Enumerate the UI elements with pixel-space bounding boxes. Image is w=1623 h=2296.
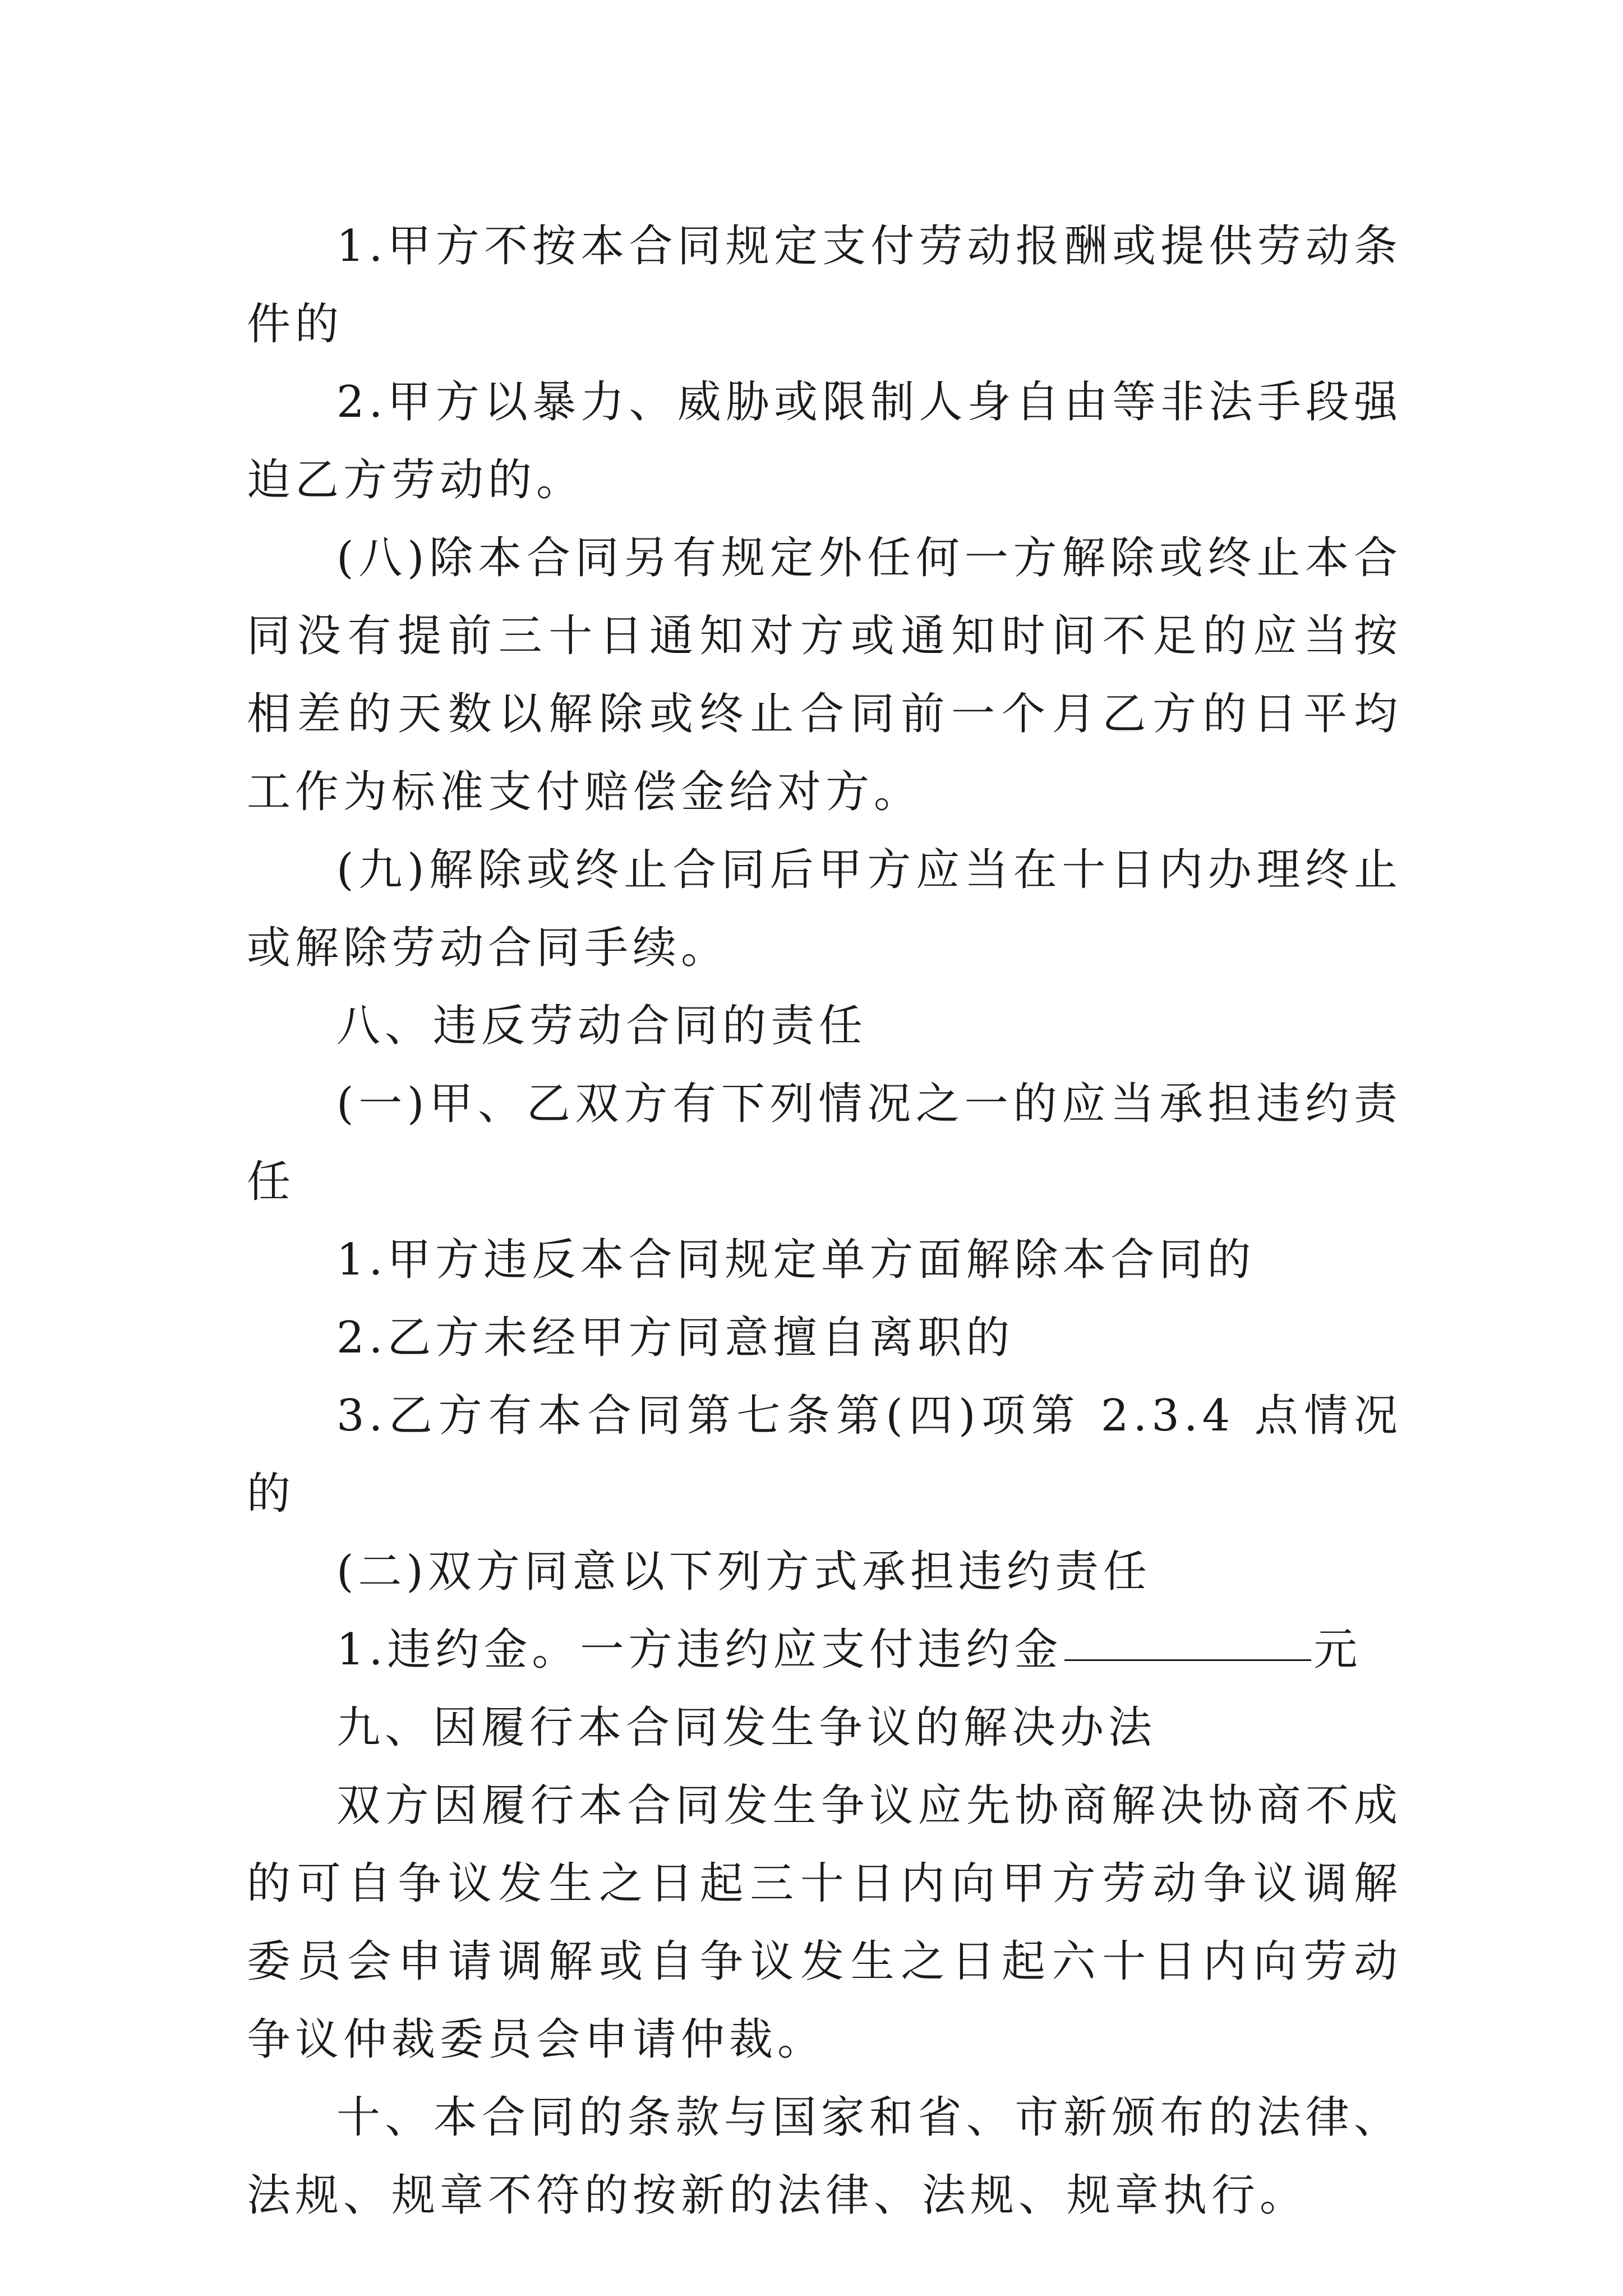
paragraph-liability-cases: (一)甲、乙双方有下列情况之一的应当承担违约责任 bbox=[247, 1079, 1402, 1207]
heading-dispute-resolution: 九、因履行本合同发生争议的解决办法 bbox=[336, 1703, 1157, 1753]
heading-breach-liability: 八、违反劳动合同的责任 bbox=[336, 1001, 868, 1051]
paragraph-section-9-procedures: (九)解除或终止合同后甲方应当在十日内办理终止或解除劳动合同手续。 bbox=[247, 845, 1402, 973]
paragraph-liability-3: 3.乙方有本合同第七条第(四)项第 2.3.4 点情况的 bbox=[247, 1391, 1402, 1519]
paragraph-liability-methods: (二)双方同意以下列方式承担违约责任 bbox=[336, 1547, 1151, 1597]
penalty-unit: 元 bbox=[1313, 1625, 1362, 1675]
paragraph-liability-1: 1.甲方违反本合同规定单方面解除本合同的 bbox=[336, 1235, 1256, 1285]
paragraph-clause-2: 2.甲方以暴力、威胁或限制人身自由等非法手段强迫乙方劳动的。 bbox=[247, 377, 1402, 505]
document-body bbox=[247, 208, 1402, 2235]
paragraph-clause-1: 1.甲方不按本合同规定支付劳动报酬或提供劳动条件的 bbox=[247, 221, 1402, 349]
paragraph-liability-2: 2.乙方未经甲方同意擅自离职的 bbox=[336, 1313, 1015, 1363]
paragraph-law-precedence: 十、本合同的条款与国家和省、市新颁布的法律、法规、规章不符的按新的法律、法规、规章执行。 bbox=[247, 2092, 1402, 2221]
paragraph-penalty bbox=[247, 1611, 1402, 1689]
paragraph-section-8-notice: (八)除本合同另有规定外任何一方解除或终止本合同没有提前三十日通知对方或通知时间不足的应当按相差的天数以解除或终止合同前一个月乙方的日平均工作为标准支付赔偿金给对方。 bbox=[247, 533, 1402, 817]
penalty-amount-blank[interactable] bbox=[1064, 1659, 1311, 1661]
penalty-text: 1.违约金。一方违约应支付违约金 bbox=[336, 1625, 1063, 1675]
paragraph-dispute-resolution: 双方因履行本合同发生争议应先协商解决协商不成的可自争议发生之日起三十日内向甲方劳动争议调解委员会申请调解或自争议发生之日起六十日内向劳动争议仲裁委员会申请仲裁。 bbox=[247, 1780, 1402, 2065]
